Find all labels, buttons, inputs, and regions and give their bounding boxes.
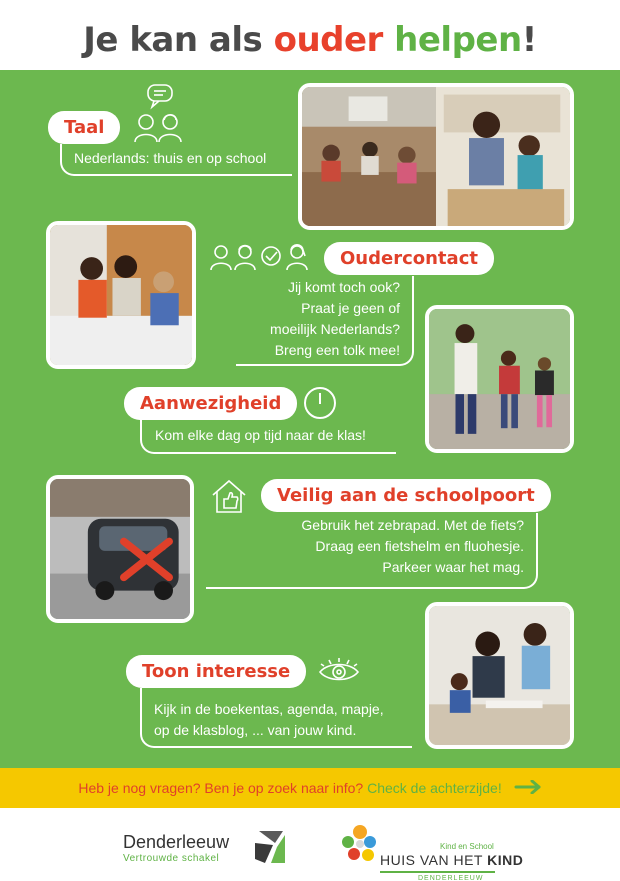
parent-teacher-photo <box>46 221 196 369</box>
eye-icon <box>318 657 360 685</box>
arrow-right-icon <box>514 769 542 809</box>
house-thumbs-up-icon <box>210 478 248 516</box>
denderleeuw-logo <box>123 832 229 864</box>
header <box>0 0 620 70</box>
page-title <box>0 0 620 80</box>
huis-name-pre: HUIS VAN HET <box>380 852 488 868</box>
text-line: Nederlands: thuis en op school <box>74 150 267 166</box>
huis-small-text: Kind en School <box>440 842 494 851</box>
section-text-veilig <box>206 513 538 589</box>
text-line: Gebruik het zebrapad. Met de fiets? <box>301 517 524 533</box>
section-text-interesse <box>140 688 412 748</box>
section-text-taal <box>60 144 292 176</box>
classroom-photo <box>298 83 574 230</box>
denderleeuw-mark-icon <box>253 829 287 870</box>
walking-to-school-photo <box>425 305 574 453</box>
title-part-2: ouder <box>273 20 383 60</box>
text-line: Kijk in de boekentas, agenda, mapje, <box>154 701 384 717</box>
text-line: op de klasblog, ... van jouw kind. <box>154 722 357 738</box>
title-part-3 <box>383 20 394 60</box>
text-line: Praat je geen of <box>301 300 400 316</box>
section-label-taal: Taal <box>48 111 120 144</box>
info-banner <box>0 768 620 808</box>
text-line: Draag een fietshelm en fluohesje. <box>315 538 524 554</box>
parked-car-photo <box>46 475 194 623</box>
section-label-interesse: Toon interesse <box>126 655 306 688</box>
text-line: moeilijk Nederlands? <box>270 321 400 337</box>
huis-van-het-kind-logo <box>340 820 524 881</box>
huis-subtitle: DENDERLEEUW <box>418 875 484 881</box>
text-line: Parkeer waar het mag. <box>382 559 524 575</box>
section-label-aanwezigheid: Aanwezigheid <box>124 387 297 420</box>
text-line: Kom elke dag op tijd naar de klas! <box>155 427 366 443</box>
title-part-5: ! <box>521 20 537 60</box>
huis-name <box>380 852 523 868</box>
flower-icon <box>340 822 378 871</box>
footer-question: Heb je nog vragen? Ben je op zoek naar info? <box>78 780 364 796</box>
divider <box>380 871 495 873</box>
section-text-aanwezigheid <box>140 420 396 454</box>
section-label-oudercontact: Oudercontact <box>324 242 494 275</box>
denderleeuw-tagline: Vertrouwde schakel <box>123 853 220 864</box>
text-line: Jij komt toch ook? <box>287 279 400 295</box>
clock-icon <box>303 386 337 420</box>
huis-name-bold: KIND <box>487 852 524 868</box>
footer-cta-link[interactable]: Check de achterzijde! <box>367 780 502 796</box>
section-label-veilig: Veilig aan de schoolpoort <box>261 479 551 512</box>
title-part-4: helpen <box>394 20 522 60</box>
title-part-1: Je kan als <box>83 20 274 60</box>
homework-photo <box>425 602 574 749</box>
denderleeuw-name: Denderleeuw <box>123 832 230 852</box>
people-check-icon <box>209 242 315 272</box>
section-text-oudercontact <box>236 276 414 366</box>
text-line: Breng een tolk mee! <box>274 342 400 358</box>
people-speech-icon <box>134 82 190 144</box>
